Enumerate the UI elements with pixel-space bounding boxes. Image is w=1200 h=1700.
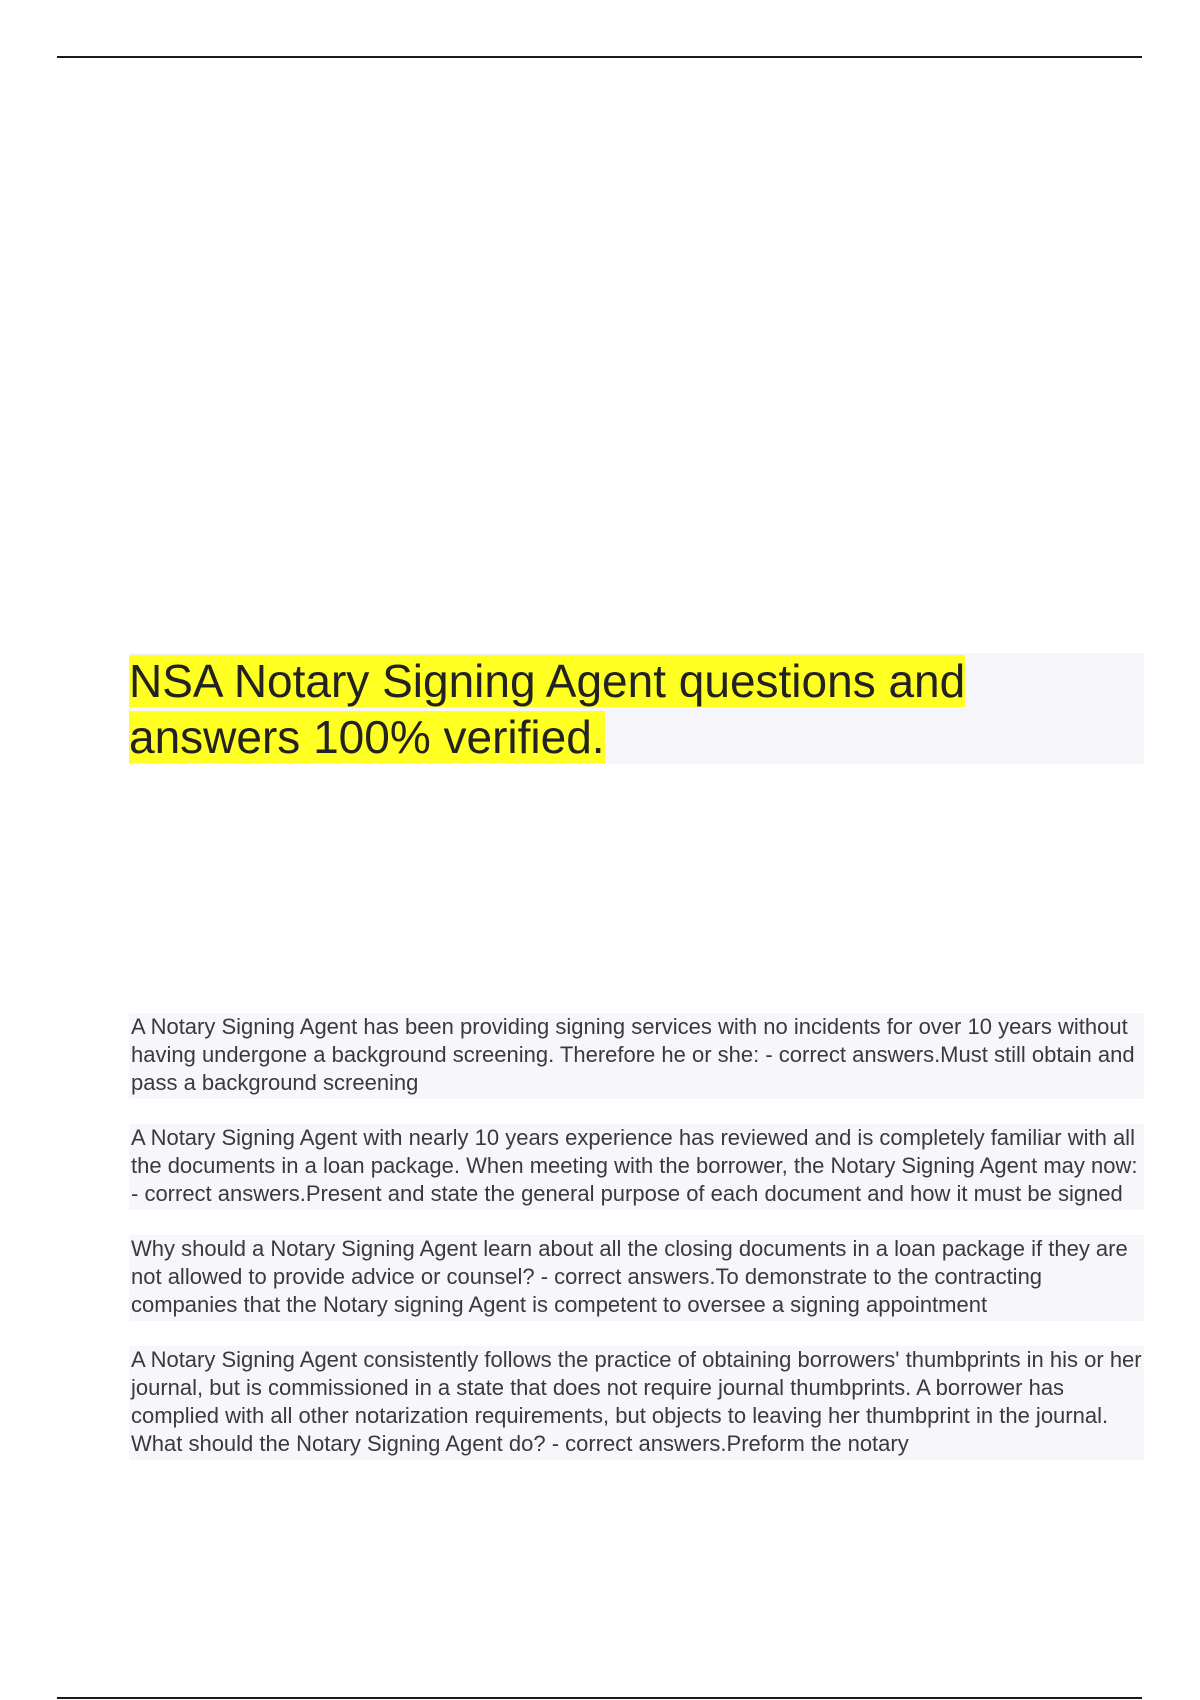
- qa-item: A Notary Signing Agent has been providing signing services with no incidents for over 10 years without having undergone a background screening. Therefore he or she: - correct answers.Must still obtain and pass a background screening: [129, 1013, 1144, 1099]
- qa-item: Why should a Notary Signing Agent learn about all the closing documents in a loan package if they are not allowed to provide advice or counsel? - correct answers.To demonstrate to the contracting companies that the Notary signing Agent is competent to oversee a signing appointment: [129, 1235, 1144, 1321]
- document-title-text: NSA Notary Signing Agent questions and answers 100% verified.: [129, 655, 966, 763]
- qa-item: A Notary Signing Agent consistently follows the practice of obtaining borrowers' thumbprints in his or her journal, but is commissioned in a state that does not require journal thumbprints. A borrower has complied with all other notarization requirements, but objects to leaving her thumbprint in the journal. What should the Notary Signing Agent do? - correct answers.Preform the notary: [129, 1346, 1144, 1460]
- footer-rule: [57, 1697, 1142, 1699]
- document-title: [129, 653, 1029, 765]
- qa-item: A Notary Signing Agent with nearly 10 years experience has reviewed and is completely familiar with all the documents in a loan package. When meeting with the borrower, the Notary Signing Agent may now: - correct answers.Present and state the general purpose of each document and how it must be signed: [129, 1124, 1144, 1210]
- qa-list: [129, 1013, 1144, 1485]
- title-block: [129, 653, 1144, 764]
- header-rule: [57, 56, 1142, 58]
